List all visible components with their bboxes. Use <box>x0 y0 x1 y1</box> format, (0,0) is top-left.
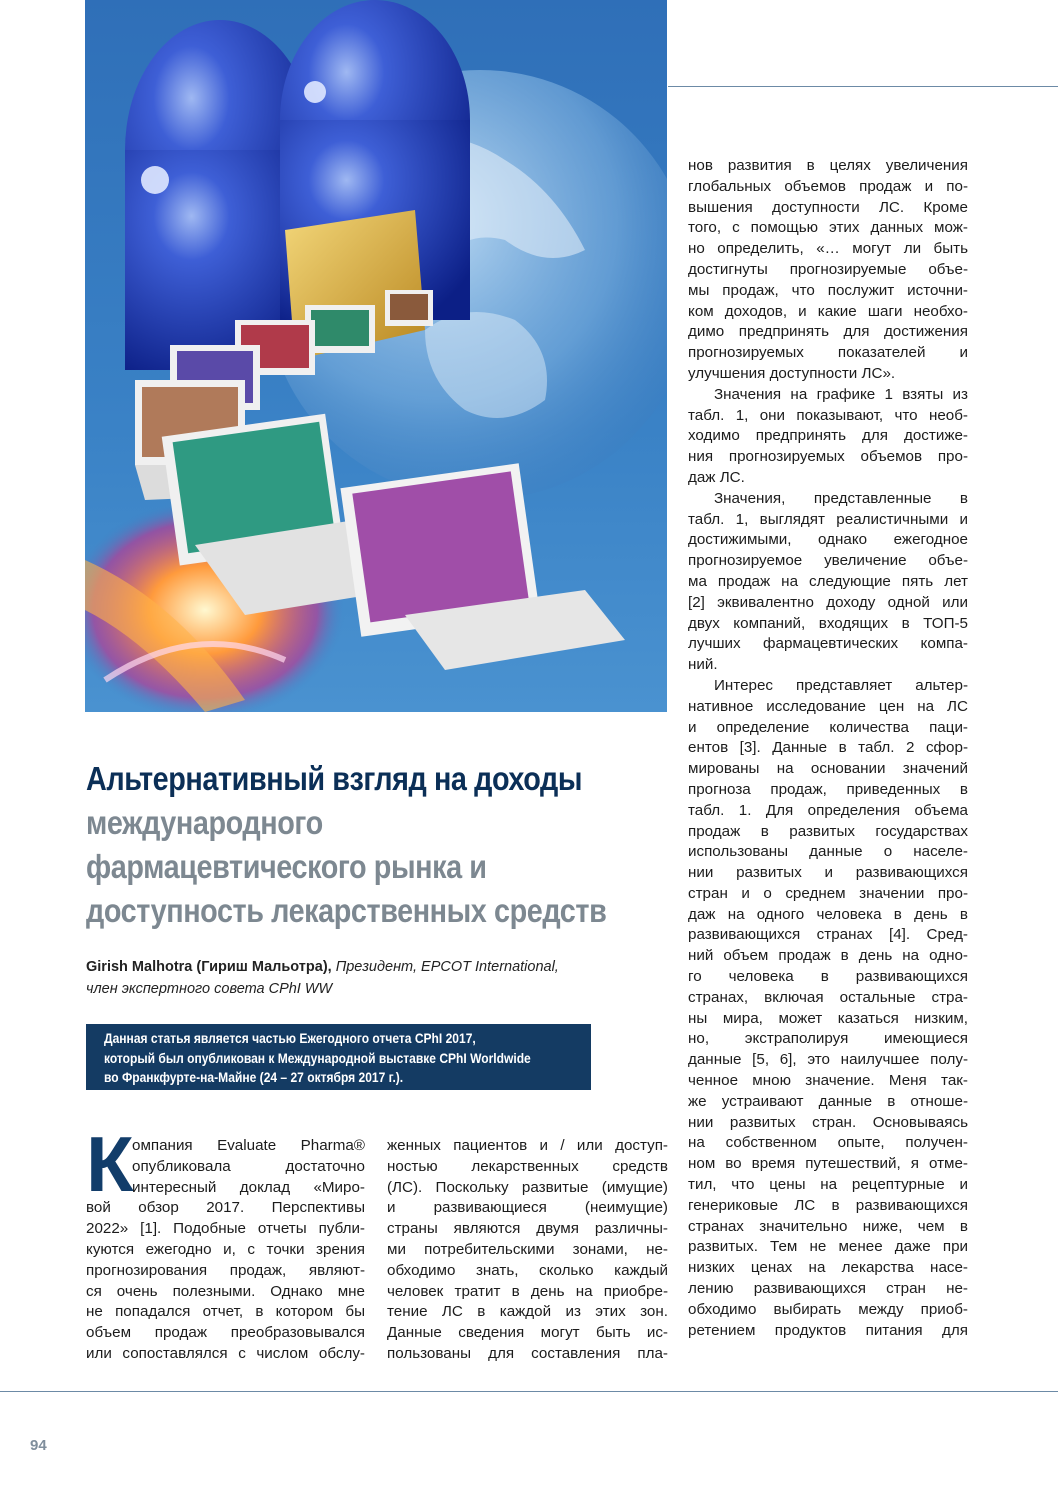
text-line: Интерес представляет альтер- <box>714 676 968 694</box>
text-line: го человека в развивающихся <box>688 968 968 986</box>
text-line: табл. 1, они показывают, что необ- <box>688 406 968 424</box>
text-line: улучшения доступности ЛС». <box>688 364 896 382</box>
text-line: объем продаж преобразовывался <box>86 1324 365 1342</box>
text-line: низких ценах на лекарства насе- <box>688 1259 968 1277</box>
text-line: вой обзор 2017. Перспективы <box>86 1199 365 1217</box>
text-line: табл. 1. Для определения объема <box>688 801 968 819</box>
top-rule <box>668 86 1058 87</box>
notice-line-2: который был опубликован к Международной выставке CPhI Worldwide <box>104 1049 531 1066</box>
text-line: двух компаний, входящих в ТОП-5 <box>688 614 968 632</box>
page-number: 94 <box>30 1437 47 1454</box>
headline-line-3: фармацевтического рынка и <box>86 849 487 886</box>
text-line: генериковые ЛС в развивающихся <box>688 1196 968 1214</box>
text-line: достигнуты прогнозируемые объе- <box>688 260 968 278</box>
author-affiliation: член экспертного совета CPhI WW <box>86 981 333 997</box>
text-line: обходимо знать, сколько каждый <box>387 1261 668 1279</box>
text-line: продаж в развитых государствах <box>688 822 968 840</box>
text-line: прогнозируемых показателей и <box>688 344 968 362</box>
text-line: же устраивают данные в отноше- <box>688 1092 968 1110</box>
text-line: Значения, представленные в <box>714 489 968 507</box>
text-line: ний. <box>688 656 718 674</box>
text-line: странах значительно ниже, чем в <box>688 1217 968 1235</box>
text-line: ном во время путешествий, я отме- <box>688 1155 968 1173</box>
text-line: прогнозируемое увеличение объе- <box>688 552 968 570</box>
text-line: тил, что цены на рецептурные и <box>688 1176 968 1194</box>
text-line: ентов [3]. Данные в табл. 2 сфор- <box>688 739 968 757</box>
text-line: мы продаж, что послужит источни- <box>688 281 968 299</box>
text-line: нии развитых и развивающихся <box>688 864 968 882</box>
text-line: табл. 1, выглядят реалистичными и <box>688 510 968 528</box>
bottom-rule <box>0 1391 1058 1392</box>
text-line: пользованы для составления пла- <box>387 1344 668 1362</box>
text-line: странах, включая остальные стра- <box>688 988 968 1006</box>
text-line: даж ЛС. <box>688 468 745 486</box>
text-line: человек тратит в день на приобре- <box>387 1282 668 1300</box>
text-line: ностью лекарственных средств <box>387 1157 668 1175</box>
text-line: стран и о среднем значении про- <box>688 884 968 902</box>
author-byline <box>86 956 646 1000</box>
text-line: или сопоставлялся с числом обслу- <box>86 1344 365 1362</box>
text-line: ком доходов, и какие шаги необхо- <box>688 302 968 320</box>
text-line: ми потребительскими зонами, не- <box>387 1240 668 1258</box>
text-line: даж на одного человека в день в <box>688 905 968 923</box>
text-line: развитых. Тем не менее даже при <box>688 1238 968 1256</box>
text-line: вышения доступности ЛС. Кроме <box>688 198 968 216</box>
text-line: ния прогнозируемых объемов про- <box>688 448 968 466</box>
text-line: нативное исследование цен на ЛС <box>688 697 968 715</box>
text-line: обходимо выбирать между приоб- <box>688 1300 968 1318</box>
body-column-2 <box>387 1136 668 1365</box>
text-line: мированы на основании значений <box>688 760 968 778</box>
body-column-3 <box>688 156 968 1341</box>
text-line: ны мира, может казаться низким, <box>688 1009 968 1027</box>
text-line: развивающихся странах [4]. Сред- <box>688 926 968 944</box>
text-line: глобальных объемов продаж и по- <box>688 177 968 195</box>
text-line: (ЛС). Поскольку развитые (имущие) <box>387 1178 668 1196</box>
text-line: ний объем продаж в день на одно- <box>688 947 968 965</box>
headline-line-2: международного <box>86 805 323 842</box>
text-line: и развивающиеся (неимущие) <box>387 1199 668 1217</box>
headline-line-1: Альтернативный взгляд на доходы <box>86 761 583 798</box>
notice-box <box>86 1024 591 1090</box>
author-name: Girish Malhotra (Гириш Мальотра), <box>86 959 332 975</box>
text-line: лению развивающихся стран не- <box>688 1280 968 1298</box>
text-line: ретением продуктов питания для <box>688 1321 968 1339</box>
text-line: опубликовала достаточно <box>132 1157 365 1175</box>
text-line: прогнозирования продаж, являют- <box>86 1261 365 1279</box>
text-line: того, с помощью этих данных мож- <box>688 219 968 237</box>
text-line: на собственном опыте, получен- <box>688 1134 968 1152</box>
text-line: женных пациентов и / или доступ- <box>387 1137 668 1154</box>
text-line: ходимо предпринять для достиже- <box>688 427 968 445</box>
text-line: 2022» [1]. Подобные отчеты публи- <box>86 1220 365 1238</box>
text-line: [2] эквивалентно доходу одной или <box>688 593 968 611</box>
text-line: нов развития в целях увеличения <box>688 157 968 174</box>
text-line: и определение количества паци- <box>688 718 968 736</box>
text-line: омпания Evaluate Pharma® <box>132 1137 365 1154</box>
headline-line-4: доступность лекарственных средств <box>86 893 607 930</box>
text-line: ся очень полезными. Однако мне <box>86 1282 365 1300</box>
text-line: ченное мною значение. Меня так- <box>688 1072 968 1090</box>
author-role: Президент, EPCOT International, <box>331 959 559 975</box>
text-line: прогноза продаж, приведенных в <box>688 780 968 798</box>
text-line: использованы данные о населе- <box>688 843 968 861</box>
text-line: страны являются двумя различны- <box>387 1220 668 1238</box>
body-column-1 <box>86 1136 365 1365</box>
notice-line-1: Данная статья является частью Ежегодного отчета CPhI 2017, <box>104 1030 476 1046</box>
hero-illustration <box>85 0 667 712</box>
text-line: Данные сведения могут быть ис- <box>387 1324 668 1342</box>
text-line: достижимыми, однако ежегодное <box>688 531 968 549</box>
text-line: нии развитых стран. Основываясь <box>688 1113 968 1131</box>
text-line: но, экстраполируя имеющиеся <box>688 1030 968 1048</box>
text-line: интересный доклад «Миро- <box>132 1178 365 1196</box>
text-line: лучших фармацевтических компа- <box>688 635 968 653</box>
text-line: куются ежегодно и, с точки зрения <box>86 1240 365 1258</box>
drop-cap: К <box>86 1120 134 1208</box>
text-line: не попадался отчет, в котором бы <box>86 1303 365 1321</box>
text-line: Значения на графике 1 взяты из <box>714 385 968 403</box>
text-line: димо предпринять для достижения <box>688 323 968 341</box>
text-line: но определить, «… могут ли быть <box>688 240 968 258</box>
notice-line-3: во Франкфурте-на-Майне (24 – 27 октября 2017 г.). <box>104 1069 404 1085</box>
article-headline <box>86 758 671 934</box>
text-line: ма продаж на следующие пять лет <box>688 572 968 590</box>
text-line: тение ЛС в каждой из этих зон. <box>387 1303 668 1321</box>
text-line: данные [5, 6], это наилучшее полу- <box>688 1051 968 1069</box>
